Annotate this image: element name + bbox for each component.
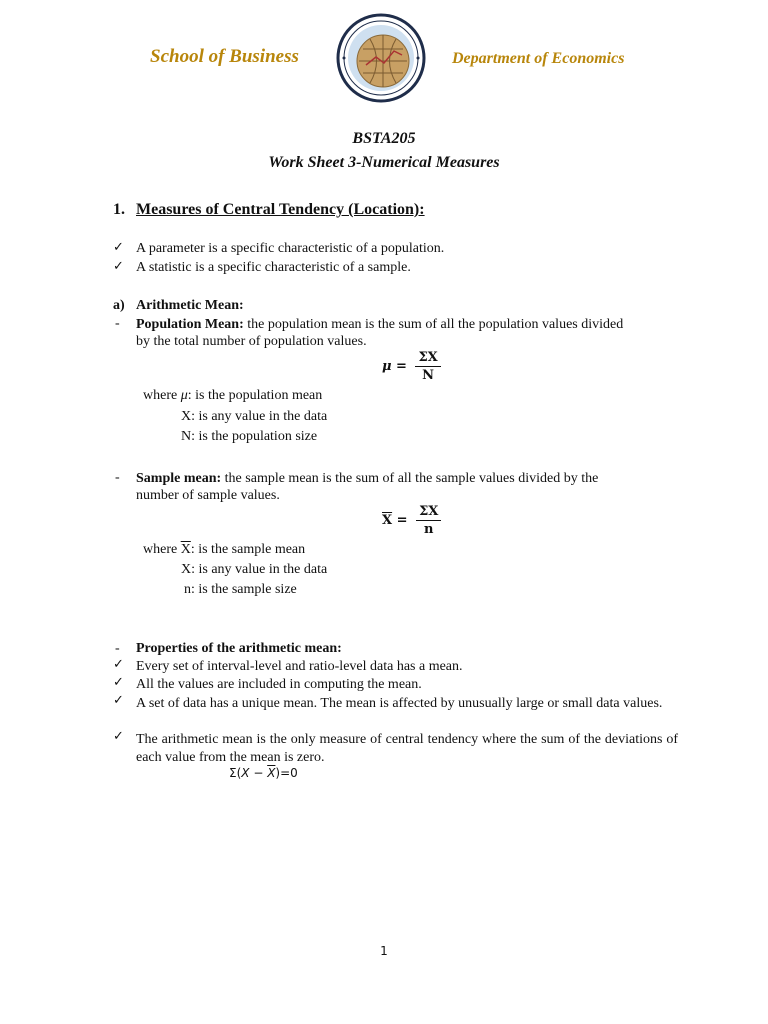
x-definition: X: is any value in the data bbox=[181, 409, 328, 424]
xbar-symbol: $\overline{X}$ bbox=[180, 542, 191, 557]
dash-bullet: - bbox=[115, 316, 120, 331]
fraction-denominator: N bbox=[422, 368, 435, 383]
formula-xbar: $\overline{X}$ bbox=[267, 766, 276, 780]
property-item: All the values are included in computing the mean. bbox=[136, 677, 422, 692]
where-word: where bbox=[143, 388, 178, 403]
formula-x: X bbox=[241, 766, 250, 780]
university-logo-seal bbox=[336, 13, 426, 103]
mu-definition: : is the population mean bbox=[187, 388, 323, 403]
fraction-numerator: ΣX bbox=[416, 504, 441, 521]
population-mean-text-1: the population mean is the sum of all the population values divided bbox=[243, 317, 624, 332]
equals-sign: = bbox=[396, 513, 408, 528]
subsection-heading: Arithmetic Mean: bbox=[136, 298, 244, 313]
deviation-formula bbox=[229, 766, 298, 780]
population-mean-definition bbox=[136, 316, 678, 334]
check-item-parameter: A parameter is a specific characteristic of a population. bbox=[136, 241, 445, 256]
sample-mean-formula bbox=[382, 504, 441, 537]
population-mean-text-2: by the total number of population values. bbox=[136, 334, 367, 349]
check-item-statistic: A statistic is a specific characteristic of a sample. bbox=[136, 260, 411, 275]
where-line-xbar bbox=[143, 542, 305, 558]
sample-mean-text-1: the sample mean is the sum of all the sample values divided by the bbox=[221, 471, 599, 486]
school-name: School of Business bbox=[150, 46, 299, 67]
sample-mean-text-2: number of sample values. bbox=[136, 488, 280, 503]
worksheet-title: Work Sheet 3-Numerical Measures bbox=[268, 154, 500, 171]
dash-bullet: - bbox=[115, 470, 120, 485]
property-item: A set of data has a unique mean. The mean is affected by unusually large or small data values. bbox=[136, 696, 663, 711]
x-definition: X: is any value in the data bbox=[181, 562, 328, 577]
check-icon: ✓ bbox=[113, 729, 124, 744]
check-icon: ✓ bbox=[113, 693, 124, 708]
check-icon: ✓ bbox=[113, 675, 124, 690]
mu-symbol: μ bbox=[180, 388, 188, 403]
department-name: Department of Economics bbox=[452, 50, 625, 67]
properties-heading: Properties of the arithmetic mean: bbox=[136, 641, 342, 656]
population-mean-formula bbox=[382, 350, 441, 383]
where-word: where bbox=[143, 542, 178, 557]
dash-bullet: - bbox=[115, 641, 120, 656]
formula-minus: − bbox=[249, 766, 268, 780]
formula-end: )=0 bbox=[275, 766, 298, 780]
sample-mean-definition bbox=[136, 470, 678, 488]
subsection-label: a) bbox=[113, 298, 125, 313]
property-item: The arithmetic mean is the only measure of central tendency where the sum of the deviations of each value from the mean is zero. bbox=[136, 732, 678, 765]
formula-sigma: Σ( bbox=[229, 766, 242, 780]
n-population-definition: N: is the population size bbox=[181, 429, 318, 444]
check-icon: ✓ bbox=[113, 240, 124, 255]
n-sample-definition: n: is the sample size bbox=[184, 582, 297, 597]
check-icon: ✓ bbox=[113, 657, 124, 672]
formula-lhs: μ = bbox=[382, 359, 407, 374]
course-code: BSTA205 bbox=[352, 130, 416, 147]
property-item: Every set of interval-level and ratio-level data has a mean. bbox=[136, 659, 463, 674]
fraction-denominator: n bbox=[423, 522, 434, 537]
xbar-symbol: $\overline{X}$ bbox=[382, 513, 393, 528]
check-icon: ✓ bbox=[113, 259, 124, 274]
fraction bbox=[415, 350, 440, 383]
xbar-definition: : is the sample mean bbox=[190, 542, 306, 557]
sample-mean-term: Sample mean: bbox=[136, 471, 222, 486]
section-number: 1. bbox=[113, 201, 125, 218]
page-number: 1 bbox=[380, 944, 388, 958]
fraction bbox=[416, 504, 441, 537]
where-line-mu bbox=[143, 388, 322, 404]
population-mean-term: Population Mean: bbox=[136, 317, 244, 332]
fraction-numerator: ΣX bbox=[415, 350, 440, 367]
section-title: Measures of Central Tendency (Location): bbox=[136, 201, 425, 218]
